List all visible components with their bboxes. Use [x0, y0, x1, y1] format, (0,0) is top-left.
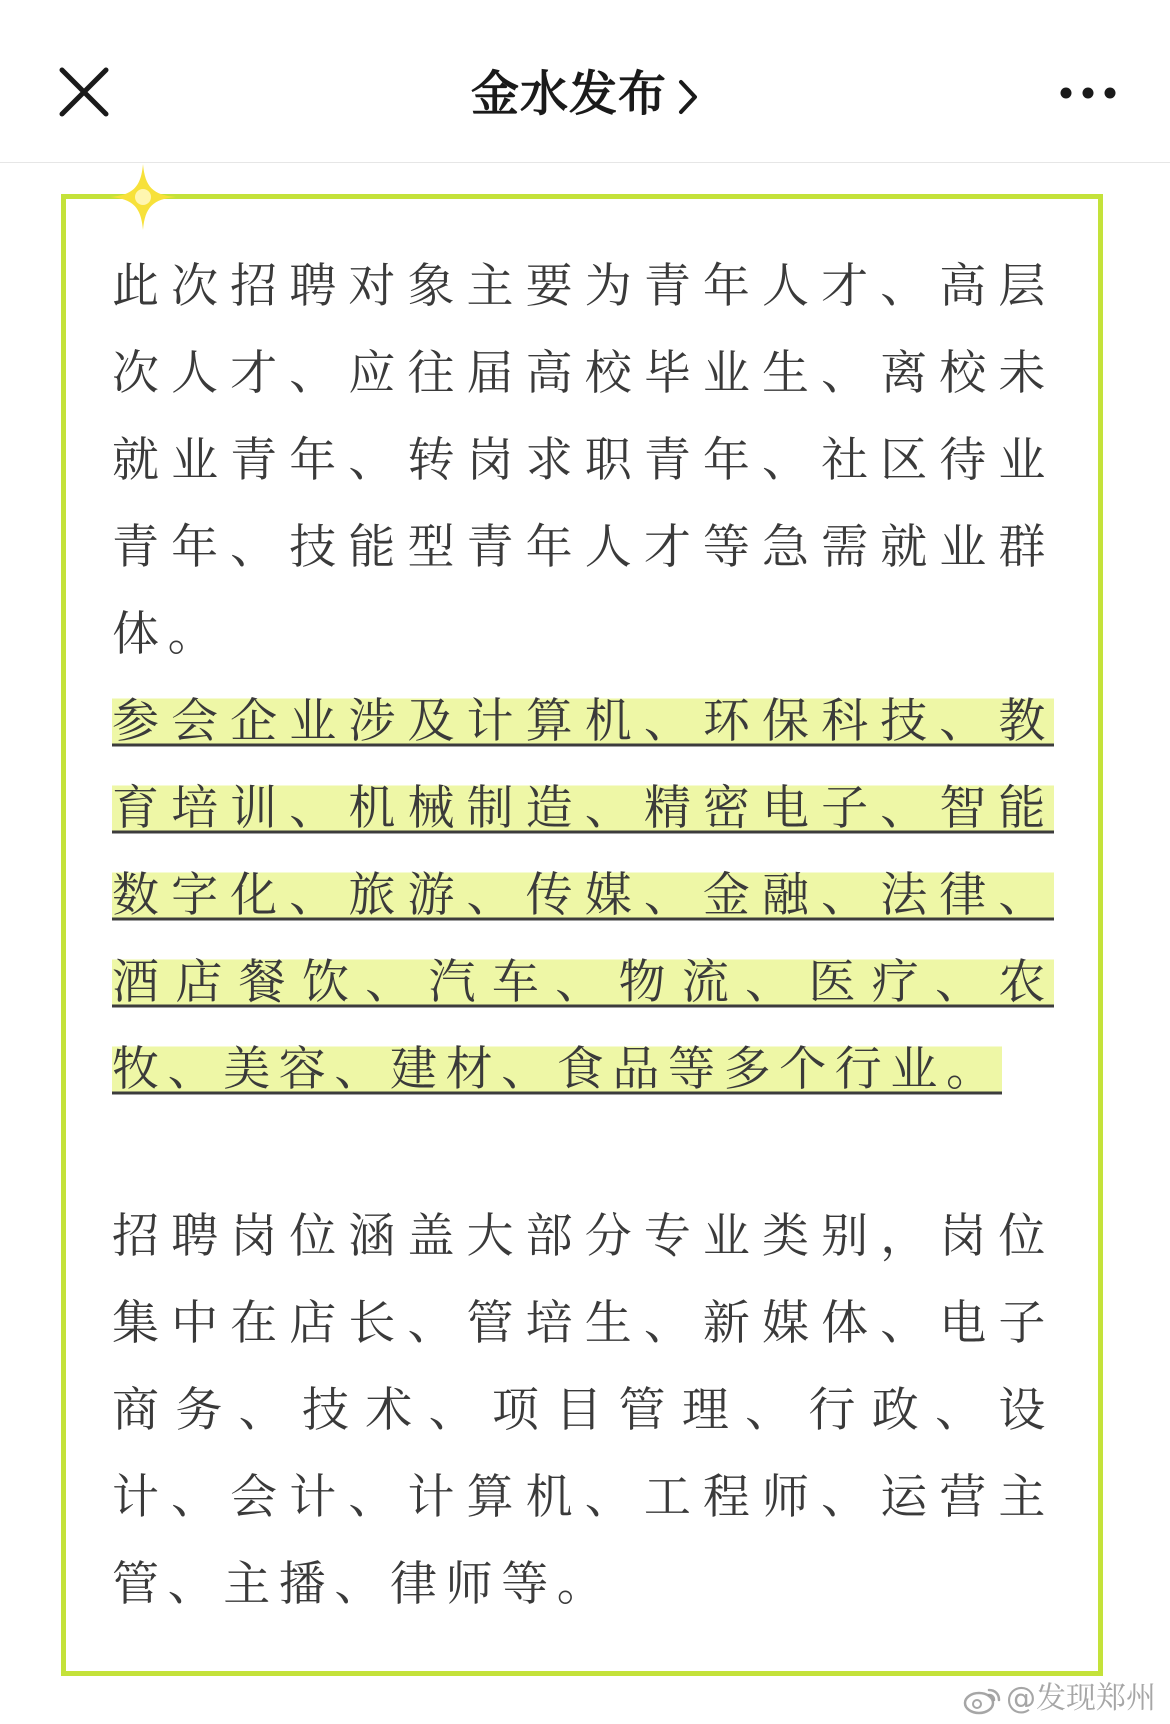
sparkle-icon	[108, 162, 178, 232]
highlighted-text: 参会企业涉及计算机、环保科技、教育培训、机械制造、精密电子、智能数字化、旅游、传媒、金融、法律、酒店餐饮、汽车、物流、医疗、农牧、美容、建材、食品等多个行业。	[112, 694, 1054, 1097]
watermark-text: @发现郑州	[1006, 1681, 1156, 1716]
paragraph-text: 此次招聘对象主要为青年人才、高层次人才、应往届高校毕业生、离校未就业青年、转岗求职青年、社区待业青年、技能型青年人才等急需就业群体。	[112, 259, 1054, 662]
paragraph-text: 招聘岗位涵盖大部分专业类别，岗位集中在店长、管培生、新媒体、电子商务、技术、项目管理、行政、设计、会计、计算机、工程师、运营主管、主播、律师等。	[112, 1209, 1054, 1612]
nav-bar	[0, 0, 1170, 163]
chevron-right-icon	[677, 78, 699, 116]
article-paragraph	[112, 243, 1054, 678]
page-title: 金水发布	[470, 66, 667, 122]
watermark	[962, 1682, 1156, 1716]
more-horizontal-icon	[1058, 78, 1118, 108]
more-button[interactable]	[1058, 78, 1118, 108]
highlighted-paragraph	[112, 678, 1054, 1113]
account-title-link[interactable]	[0, 62, 1170, 126]
article-paragraph	[112, 1193, 1054, 1628]
weibo-icon	[962, 1684, 1002, 1716]
